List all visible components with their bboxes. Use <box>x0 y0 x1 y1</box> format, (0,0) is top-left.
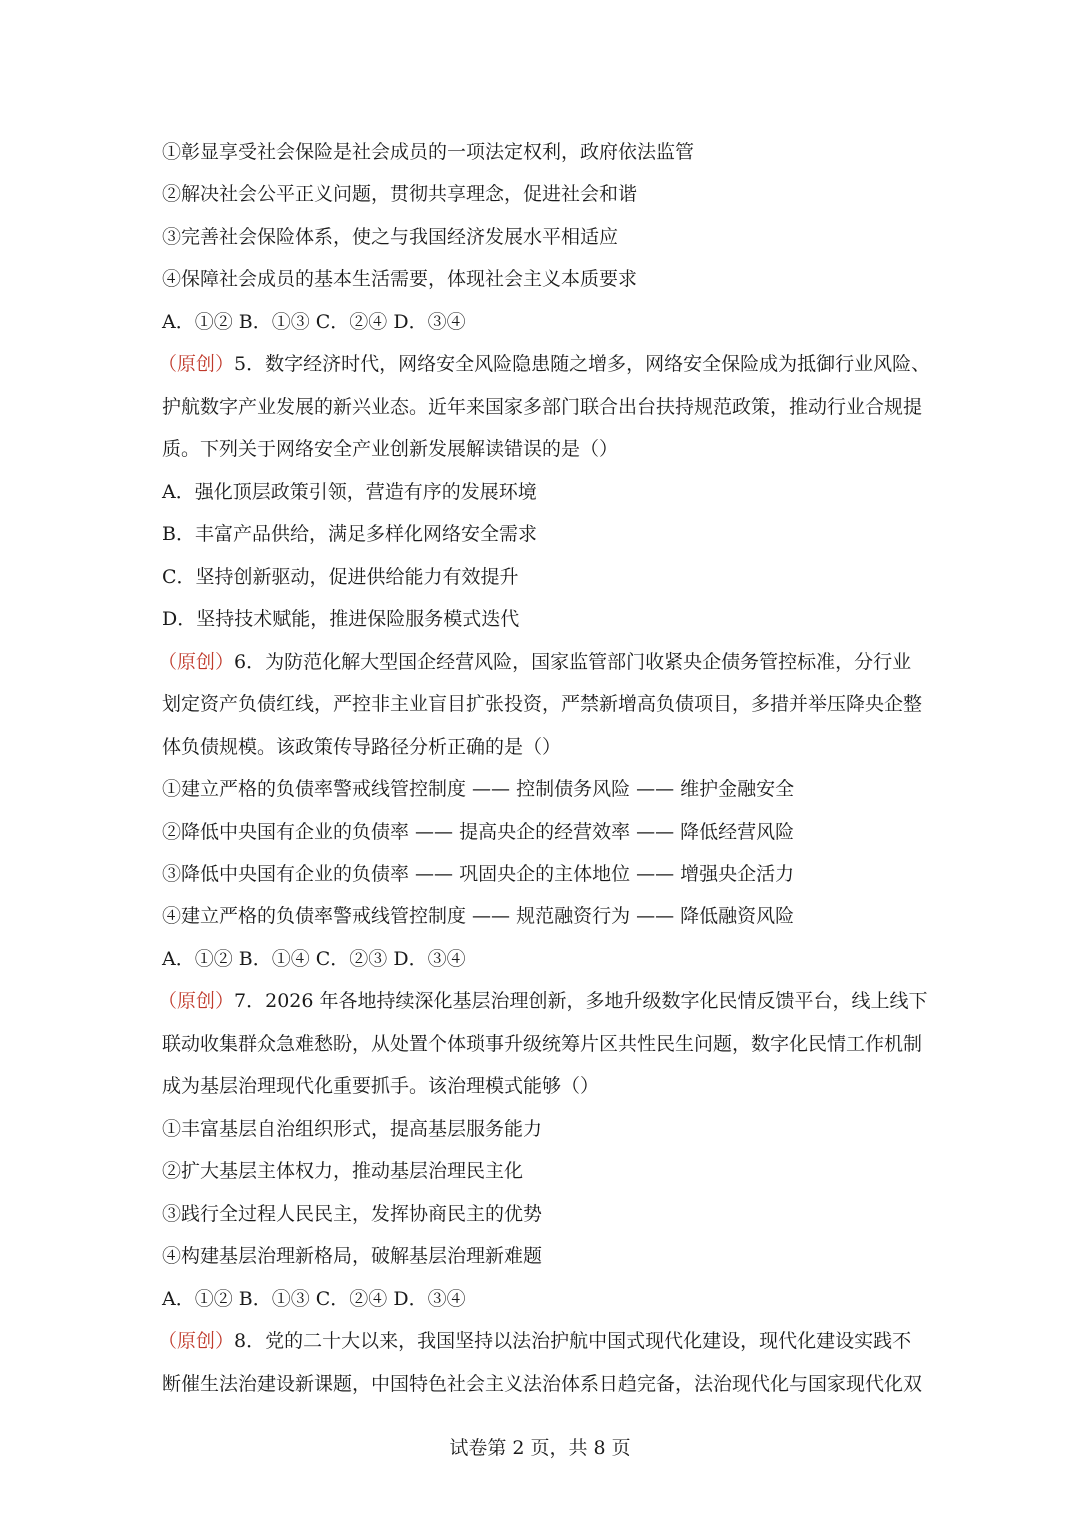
q7-option-4: ④构建基层治理新格局，破解基层治理新难题 <box>162 1245 543 1267</box>
prev-option-2: ②解决社会公平正义问题，贯彻共享理念，促进社会和谐 <box>162 183 638 205</box>
prev-answer-choices: A．①② B．①③ C．②④ D．③④ <box>162 311 466 333</box>
q6-stem-line-3: 体负债规模。该政策传导路径分析正确的是（） <box>162 736 562 758</box>
q6-answer-choices: A．①② B．①④ C．②③ D．③④ <box>162 948 466 970</box>
q7-stem-line-2: 联动收集群众急难愁盼，从处置个体琐事升级统筹片区共性民生问题，数字化民情工作机制 <box>162 1033 923 1055</box>
q6-stem-line-2: 划定资产负债红线，严控非主业盲目扩张投资，严禁新增高负债项目，多措并举压降央企整 <box>162 693 923 715</box>
q8-stem-text: 8．党的二十大以来，我国坚持以法治护航中国式现代化建设，现代化建设实践不 <box>234 1330 912 1352</box>
q5-stem-text: 5．数字经济时代，网络安全风险隐患随之增多，网络安全保险成为抵御行业风险、 <box>234 353 931 375</box>
q6-option-4: ④建立严格的负债率警戒线管控制度 —— 规范融资行为 —— 降低融资风险 <box>162 905 795 927</box>
prev-option-3: ③完善社会保险体系，使之与我国经济发展水平相适应 <box>162 226 619 248</box>
q7-option-2: ②扩大基层主体权力，推动基层治理民主化 <box>162 1160 524 1182</box>
q6-option-1: ①建立严格的负债率警戒线管控制度 —— 控制债务风险 —— 维护金融安全 <box>162 778 795 800</box>
q5-stem-line-1 <box>158 350 931 378</box>
prev-option-4: ④保障社会成员的基本生活需要，体现社会主义本质要求 <box>162 268 638 290</box>
q7-answer-choices: A．①② B．①③ C．②④ D．③④ <box>162 1288 466 1310</box>
page-footer: 试卷第 2 页，共 8 页 <box>449 1437 631 1459</box>
q6-stem-text: 6．为防范化解大型国企经营风险，国家监管部门收紧央企债务管控标准，分行业 <box>234 651 912 673</box>
q6-original-tag: （原创） <box>158 651 235 673</box>
q7-stem-line-1 <box>158 987 928 1015</box>
q6-stem-line-1 <box>158 648 928 676</box>
prev-option-1: ①彰显享受社会保险是社会成员的一项法定权利，政府依法监管 <box>162 141 695 163</box>
q6-option-2: ②降低中央国有企业的负债率 —— 提高央企的经营效率 —— 降低经营风险 <box>162 821 795 843</box>
q5-option-a: A．强化顶层政策引领，营造有序的发展环境 <box>162 481 537 503</box>
q5-option-b: B．丰富产品供给，满足多样化网络安全需求 <box>162 523 537 545</box>
q7-option-1: ①丰富基层自治组织形式，提高基层服务能力 <box>162 1118 543 1140</box>
q5-stem-line-2: 护航数字产业发展的新兴业态。近年来国家多部门联合出台扶持规范政策，推动行业合规提 <box>162 396 923 418</box>
q5-option-d: D．坚持技术赋能，推进保险服务模式迭代 <box>162 608 520 630</box>
q8-stem-line-1 <box>158 1327 928 1355</box>
q7-stem-text: 7．2026 年各地持续深化基层治理创新，多地升级数字化民情反馈平台，线上线下 <box>234 990 928 1012</box>
q8-stem-line-2: 断催生法治建设新课题，中国特色社会主义法治体系日趋完备，法治现代化与国家现代化双 <box>162 1373 923 1395</box>
q7-option-3: ③践行全过程人民民主，发挥协商民主的优势 <box>162 1203 543 1225</box>
q7-stem-line-3: 成为基层治理现代化重要抓手。该治理模式能够（） <box>162 1075 600 1097</box>
q8-original-tag: （原创） <box>158 1330 235 1352</box>
q6-option-3: ③降低中央国有企业的负债率 —— 巩固央企的主体地位 —— 增强央企活力 <box>162 863 795 885</box>
q5-stem-line-3: 质。下列关于网络安全产业创新发展解读错误的是（） <box>162 438 619 460</box>
q7-original-tag: （原创） <box>158 990 235 1012</box>
q5-original-tag: （原创） <box>158 353 235 375</box>
q5-option-c: C．坚持创新驱动，促进供给能力有效提升 <box>162 566 519 588</box>
